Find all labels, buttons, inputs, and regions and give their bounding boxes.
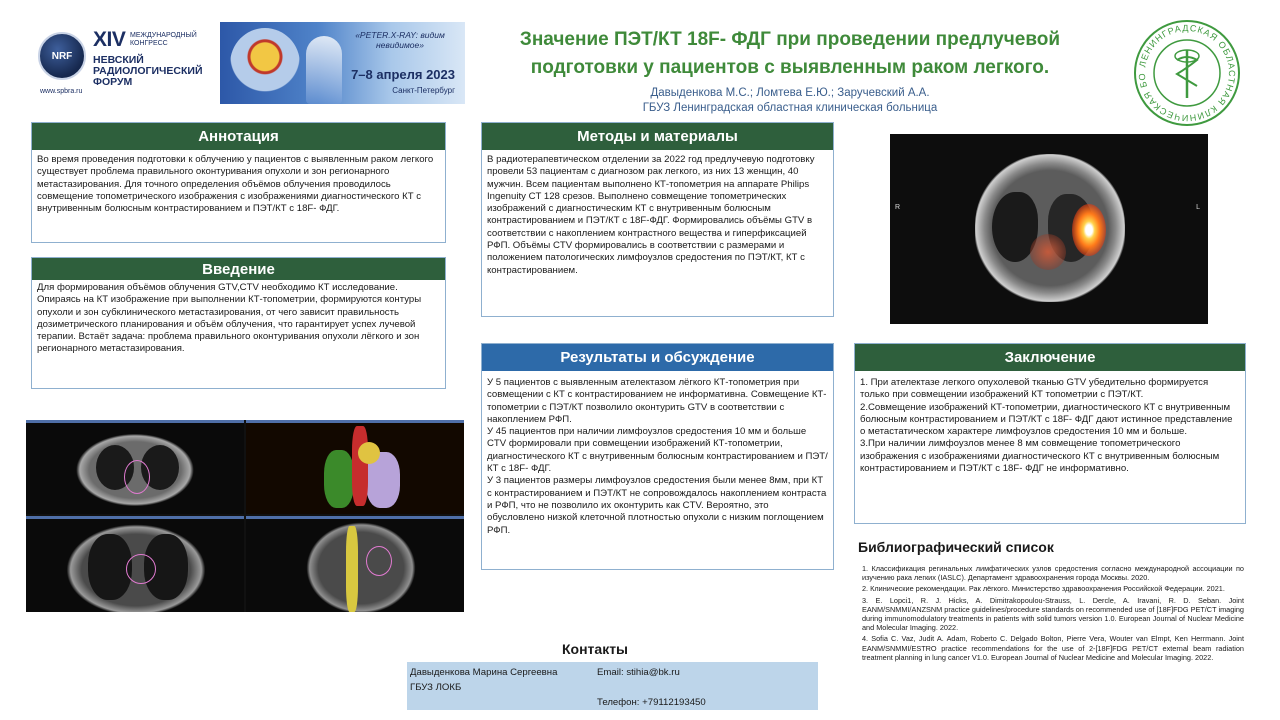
annotation-heading: Аннотация: [32, 123, 445, 150]
planning-axial-view: [26, 420, 244, 514]
contacts-box: [407, 662, 818, 710]
bibliography-item: 3. E. Lopci1, R. J. Hicks, A. Dimitrakopoulou-Strauss, L. Dercle, A. Iravani, R. D. Seban. Joint EANM/SNMMI/ANZSNM practice guidelines/procedure standards on recommended use of [18F]FDG PET/CT imaging during immunomodulatory treatments in patients with solid tumors version 1.0. European Journal of Nuclear Medicine and Molecular Imaging. 2022.: [862, 595, 1244, 633]
annotation-text: Во время проведения подготовки к облучению у пациентов с выявленным раком легкого существует проблема правильного оконтуривания опухоли и зон регионарного метастазирования. Для точного определения объёмов облучения проводилось совмещение топометрического изображения с изображениями диагностического КТ с внутривенным болюсным контрастированием и ПЭТ/КТ с 18F- ФДГ.: [37, 154, 434, 215]
contact-organization: ГБУЗ ЛОКБ: [410, 682, 462, 693]
ct-mediastinum: [1030, 234, 1066, 270]
banner-right-panel: [220, 22, 465, 104]
forum-website: www.spbra.ru: [40, 88, 83, 95]
planning-3d-view: [246, 420, 464, 514]
results-section: [481, 343, 834, 570]
bibliography-list: [862, 564, 1244, 664]
nrf-emblem-icon: [38, 32, 86, 80]
ct-tumor-uptake: [1072, 204, 1106, 256]
pane-toolbar: [246, 516, 464, 519]
conclusion-heading: Заключение: [855, 344, 1245, 371]
nrf-badge-text: NRF: [51, 50, 73, 62]
banner-left-panel: [30, 22, 220, 104]
poster-authors: [520, 86, 1060, 116]
forum-dates: 7–8 апреля 2023: [351, 67, 455, 82]
render-lung-green: [324, 450, 354, 508]
pane-toolbar: [246, 420, 464, 423]
hospital-seal-text: ЛЕНИНГРАДСКАЯ ОБЛАСТНАЯ КЛИНИЧЕСКАЯ БО: [1136, 22, 1238, 124]
introduction-heading: Введение: [32, 258, 445, 280]
sagittal-spine: [346, 526, 358, 612]
annotation-section: [31, 122, 446, 243]
planning-coronal-view: [26, 516, 244, 612]
methods-heading: Методы и материалы: [482, 123, 833, 150]
planning-sagittal-view: [246, 516, 464, 612]
pet-ct-image: [890, 134, 1208, 324]
render-tumor-yellow: [358, 442, 380, 464]
forum-slogan: «PETER.X-RAY: видим невидимое»: [355, 30, 445, 50]
forum-name: НЕВСКИЙ РАДИОЛОГИЧЕСКИЙ ФОРУМ: [93, 54, 203, 88]
introduction-text: Для формирования объёмов облучения GTV,CTV необходимо КТ исследование. Опираясь на КТ изображение при выполнении КТ-топометрии, формируются контуры опухоли и зон субклинического метастазирования, от чего зависит правильность дозиметрического планирования и объём облучения, что гарантирует успех лучевой терапии. Встаёт задача: проблема правильного оконтуривания опухоли лёгкого и зон регионарного метастазирования.: [37, 282, 422, 355]
results-paragraph-2: У 45 пациентов при наличии лимфоузлов средостения 10 мм и больше CTV формировали при совмещении изображений КТ-топометрии, диагностического КТ с внутривенным болюсным контрастированием и ПЭТ/КТ с 18F- ФДГ.: [487, 426, 828, 475]
xray-body-illustration: [306, 36, 342, 104]
ct-marker-right: R: [895, 204, 901, 211]
conclusion-paragraph-3: 3.При наличии лимфоузлов менее 8 мм совмещение топометрического изображения с изображениями диагностического КТ с внутривенным болюсным контрастированием и ПЭТ/КТ с 18F- ФДГ не информативно.: [860, 438, 1220, 475]
results-paragraph-3: У 3 пациентов размеры лимфоузлов средостения были менее 8мм, при КТ с контрастированием и ПЭТ/КТ не сопровождалось накоплением контраста и РФП, что не позволило их оконтурить как CTV. Вероятно, это обусловлено низкой клеточной плотностью опухоли с низким поглощением РФП.: [487, 475, 827, 536]
pane-toolbar: [26, 516, 244, 519]
bibliography-item: 1. Классификация регинальных лимфатических узлов средостения согласно международной ассоциации по изучению рака легких (IASLC). Департамент здравоохранения города Москвы. 2020.: [862, 564, 1244, 583]
bibliography-item: 2. Клинические рекомендации. Рак лёгкого. Министерство здравоохранения Российской Федерации. 2021.: [862, 584, 1225, 594]
ct-marker-left: L: [1196, 204, 1200, 211]
methods-section: [481, 122, 834, 317]
pane-toolbar: [26, 420, 244, 423]
sagittal-body: [306, 522, 416, 612]
render-trachea-red: [352, 426, 368, 506]
contact-email[interactable]: Email: stihia@bk.ru: [597, 667, 680, 678]
sagittal-contour: [366, 546, 392, 576]
authors-institution: ГБУЗ Ленинградская областная клиническая больница: [642, 102, 938, 114]
axial-contour: [124, 460, 150, 494]
congress-label: МЕЖДУНАРОДНЫЙ КОНГРЕСС: [130, 32, 197, 47]
hospital-seal-icon: [1133, 18, 1241, 128]
hospital-logo: [1133, 18, 1241, 128]
forum-city: Санкт-Петербург: [392, 86, 455, 95]
results-text: [482, 371, 833, 541]
contact-name: Давыденкова Марина Сергеевна: [410, 667, 558, 678]
bibliography-item: 4. Sofia C. Vaz, Judit A. Adam, Roberto C. Delgado Bolton, Pierre Vera, Wouter van Elmpt, Ken Herrmann. Joint EANM/SNMMI/ESTRO practice recommendations for the use of 2-[18F]FDG PET/CT external beam radiation treatment planning in lung cancer V1.0. European Journal of Nuclear Medicine and Molecular Imaging. 2022.: [862, 634, 1244, 662]
conclusion-paragraph-2: 2.Совмещение изображений КТ-топометрии, диагностического КТ с внутривенным болюсным контрастированием и ПЭТ/КТ с 18F- ФДГ дают истинное представление о метастатическом характере лимфоузлов средостения 10 мм и больше.: [860, 401, 1233, 438]
contact-phone[interactable]: Телефон: +79112193450: [597, 697, 706, 708]
results-heading: Результаты и обсуждение: [482, 344, 833, 371]
results-paragraph-1: У 5 пациентов с выявленным ателектазом лёгкого КТ-топометрия при совмещении с КТ с контрастированием не информативна. Совмещение КТ-топометрии с ПЭТ/КТ позволило оконтурить GTV в соответствии с накоплением РФП.: [487, 377, 827, 425]
poster-title: Значение ПЭТ/КТ 18F- ФДГ при проведении предлучевой подготовки у пациентов с выявленным раком легкого.: [519, 29, 1061, 78]
coronal-contour: [126, 554, 156, 584]
planning-images: [26, 420, 464, 612]
conclusion-section: [854, 343, 1246, 524]
conference-banner: [30, 22, 465, 104]
bibliography-heading: Библиографический список: [858, 539, 1054, 555]
xray-emblem-icon: [230, 28, 300, 100]
methods-text: В радиотерапевтическом отделении за 2022 год предлучевую подготовку провели 53 пациентам с диагнозом рак легкого, из них 13 женщин, 40 мужчин. Всем пациентам выполнено КТ-топометрия на аппарате Philips Ingenuity CT 128 срезов. Выполнено совмещение топометрических изображений с диагностическим КТ с внутривенным болюсным контрастированием и ПЭТ/КТ с 18F-ФДГ. Формировались объёмы GTV в соответствии с накоплением контрастного вещества и гиперфиксацией РФП. Объёмы CTV формировались в соответствии с размерами и положением патологических лимфоузлов средостения по ПЭТ/КТ, КТ с контрастированием.: [487, 154, 815, 276]
congress-number: XIV: [93, 28, 126, 51]
conclusion-paragraph-1: 1. При ателектазе легкого опухолевой тканью GTV убедительно формируется только при совмещении изображений КТ топометрии с ПЭТ/КТ.: [860, 377, 1209, 401]
conclusion-text: [855, 371, 1245, 479]
introduction-section: [31, 257, 446, 389]
authors-names: Давыденкова М.С.; Ломтева Е.Ю.; Заручевский А.А.: [650, 87, 930, 99]
contacts-heading: Контакты: [562, 641, 629, 657]
